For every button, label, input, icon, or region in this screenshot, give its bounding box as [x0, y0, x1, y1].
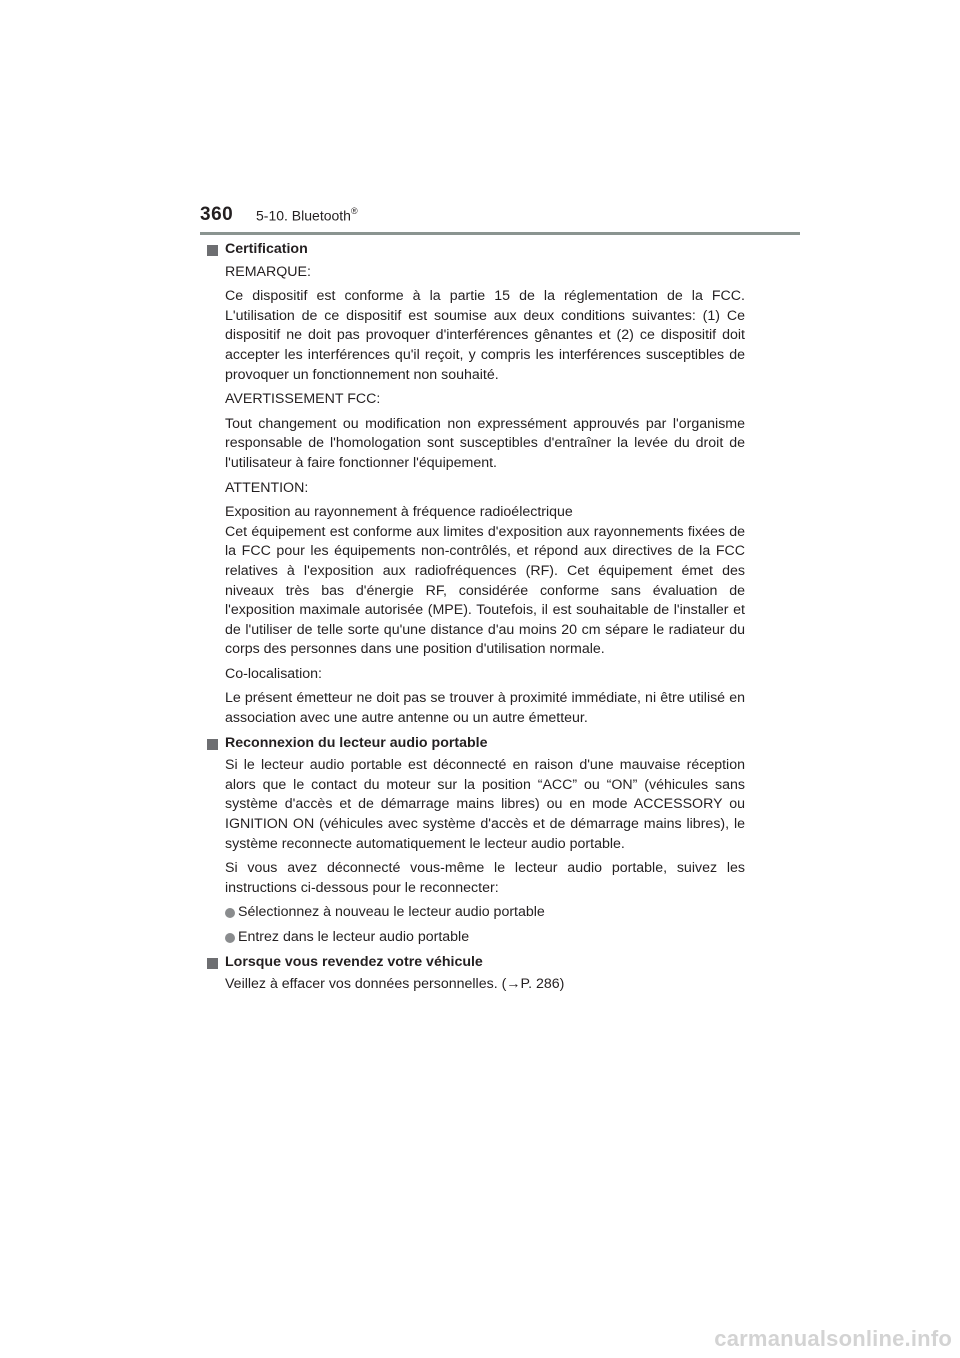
registered-mark: ® — [350, 206, 358, 216]
square-bullet-icon — [207, 739, 218, 750]
list-item — [225, 928, 745, 948]
heading-text: Lorsque vous revendez votre véhicule — [225, 953, 483, 970]
paragraph: Exposition au rayonnement à fréquence radioélectrique — [225, 504, 573, 521]
watermark: carmanualsonline.info — [714, 1326, 952, 1351]
paragraph: Cet équipement est conforme aux limites d'exposition aux rayonnements fixées de la FCC pour les équipements non-contrôlés, et répond aux directives de la FCC relatives à l'exposition aux radiofréquences (RF). Cet équipement émet des niveaux très bas d'énergie RF, considérée conforme sans évaluation de l'exposition maximale autorisée (MPE). Toutefois, il est souhaitable de l'installer et de l'utiliser de telle sorte qu'une distance d'au moins 20 cm sépare le radiateur du corps des personnes dans une position d'utilisation normale. — [225, 523, 745, 658]
page-header — [200, 204, 800, 234]
list-item-text: Entrez dans le lecteur audio portable — [238, 929, 470, 945]
certification-heading — [207, 240, 745, 260]
paragraph: Co-localisation: — [225, 665, 322, 682]
page-number: 360 — [200, 204, 234, 225]
circle-bullet-icon — [225, 933, 235, 943]
section-title — [256, 207, 358, 224]
paragraph: Ce dispositif est conforme à la partie 15 de la réglementation de la FCC. L'utilisation de ce dispositif est soumise aux deux conditions suivantes: (1) Ce dispositif ne doit pas provoquer d'interférences gênantes et (2) ce dispositif doit accepter les interférences qu'il reçoit, y compris les interférences susceptibles de provoquer un fonctionnement non souhaité. — [225, 288, 745, 383]
list-item — [225, 903, 745, 923]
paragraph: Le présent émetteur ne doit pas se trouver à proximité immédiate, ni être utilisé en association avec une autre antenne ou un autre émetteur. — [225, 690, 745, 727]
header-rule — [200, 232, 800, 235]
resell-heading — [207, 953, 745, 973]
paragraph: Veillez à effacer vos données personnelles. (→P. 286) — [225, 976, 565, 993]
reconnect-section — [207, 734, 745, 948]
circle-bullet-icon — [225, 908, 235, 918]
square-bullet-icon — [207, 245, 218, 256]
square-bullet-icon — [207, 958, 218, 969]
resell-section — [207, 953, 745, 995]
paragraph: REMARQUE: — [225, 263, 311, 280]
section-title-text: 5-10. Bluetooth — [256, 207, 351, 224]
paragraph: ATTENTION: — [225, 479, 309, 496]
reconnect-heading — [207, 734, 745, 754]
paragraph: Si le lecteur audio portable est déconnecté en raison d'une mauvaise réception alors que le contact du moteur sur la position “ACC” ou “ON” (véhicules sans système d'accès et de démarrage mains libres) ou en mode ACCESSORY ou IGNITION ON (véhicules avec système d'accès et de démarrage mains libres), le système reconnecte automatiquement le lecteur audio portable. — [225, 757, 745, 852]
heading-text: Reconnexion du lecteur audio portable — [225, 734, 488, 751]
page-content — [207, 240, 745, 1000]
certification-section — [207, 240, 745, 729]
list-item-text: Sélectionnez à nouveau le lecteur audio portable — [238, 904, 545, 921]
paragraph: AVERTISSEMENT FCC: — [225, 391, 381, 408]
paragraph: Si vous avez déconnecté vous-même le lecteur audio portable, suivez les instructions ci-dessous pour le reconnecter: — [225, 860, 745, 896]
heading-text: Certification — [225, 241, 308, 257]
paragraph: Tout changement ou modification non expressément approuvés par l'organisme responsable de l'homologation sont susceptibles d'entraîner la levée du droit de l'utilisateur à faire fonctionner l'équipement. — [225, 415, 745, 471]
